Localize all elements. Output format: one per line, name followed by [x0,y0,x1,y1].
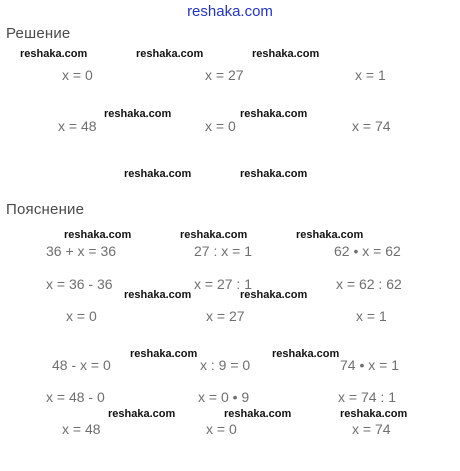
equation: 62 • x = 62 [334,243,401,259]
equation-result: x = 74 [352,421,391,437]
equation: 36 + x = 36 [46,243,117,259]
watermark: reshaka.com [296,229,364,241]
solution-heading: Решение [6,25,71,42]
watermark: reshaka.com [340,408,408,420]
site-title[interactable]: reshaka.com [187,3,273,20]
watermark: reshaka.com [180,229,248,241]
equation-step: x = 36 - 36 [46,276,113,292]
equation-result: x = 1 [356,308,387,324]
equation: 74 • x = 1 [340,357,399,373]
answer-2: x = 27 [205,67,244,83]
watermark: reshaka.com [136,48,204,60]
answer-4: x = 48 [58,118,97,134]
equation-step: x = 0 • 9 [198,389,250,405]
watermark: reshaka.com [20,48,88,60]
equation: 27 : x = 1 [194,243,252,259]
equation: 48 - x = 0 [52,357,111,373]
answer-5: x = 0 [205,118,236,134]
equation-result: x = 48 [62,421,101,437]
equation-result: x = 0 [66,308,97,324]
watermark: reshaka.com [64,229,132,241]
equation-step: x = 48 - 0 [46,389,105,405]
equation: x : 9 = 0 [200,357,251,373]
answer-3: x = 1 [355,67,386,83]
watermark: reshaka.com [124,168,192,180]
watermark: reshaka.com [272,348,340,360]
equation-step: x = 27 : 1 [194,276,252,292]
explanation-heading: Пояснение [6,201,85,218]
watermark: reshaka.com [124,289,192,301]
watermark: reshaka.com [240,168,308,180]
answer-6: x = 74 [352,118,391,134]
equation-result: x = 27 [206,308,245,324]
equation-step: x = 74 : 1 [338,389,396,405]
watermark: reshaka.com [130,348,198,360]
watermark: reshaka.com [104,108,172,120]
answer-1: x = 0 [62,67,93,83]
equation-step: x = 62 : 62 [336,276,402,292]
watermark: reshaka.com [252,48,320,60]
watermark: reshaka.com [108,408,176,420]
watermark: reshaka.com [240,289,308,301]
watermark: reshaka.com [240,108,308,120]
watermark: reshaka.com [224,408,292,420]
equation-result: x = 0 [206,421,237,437]
